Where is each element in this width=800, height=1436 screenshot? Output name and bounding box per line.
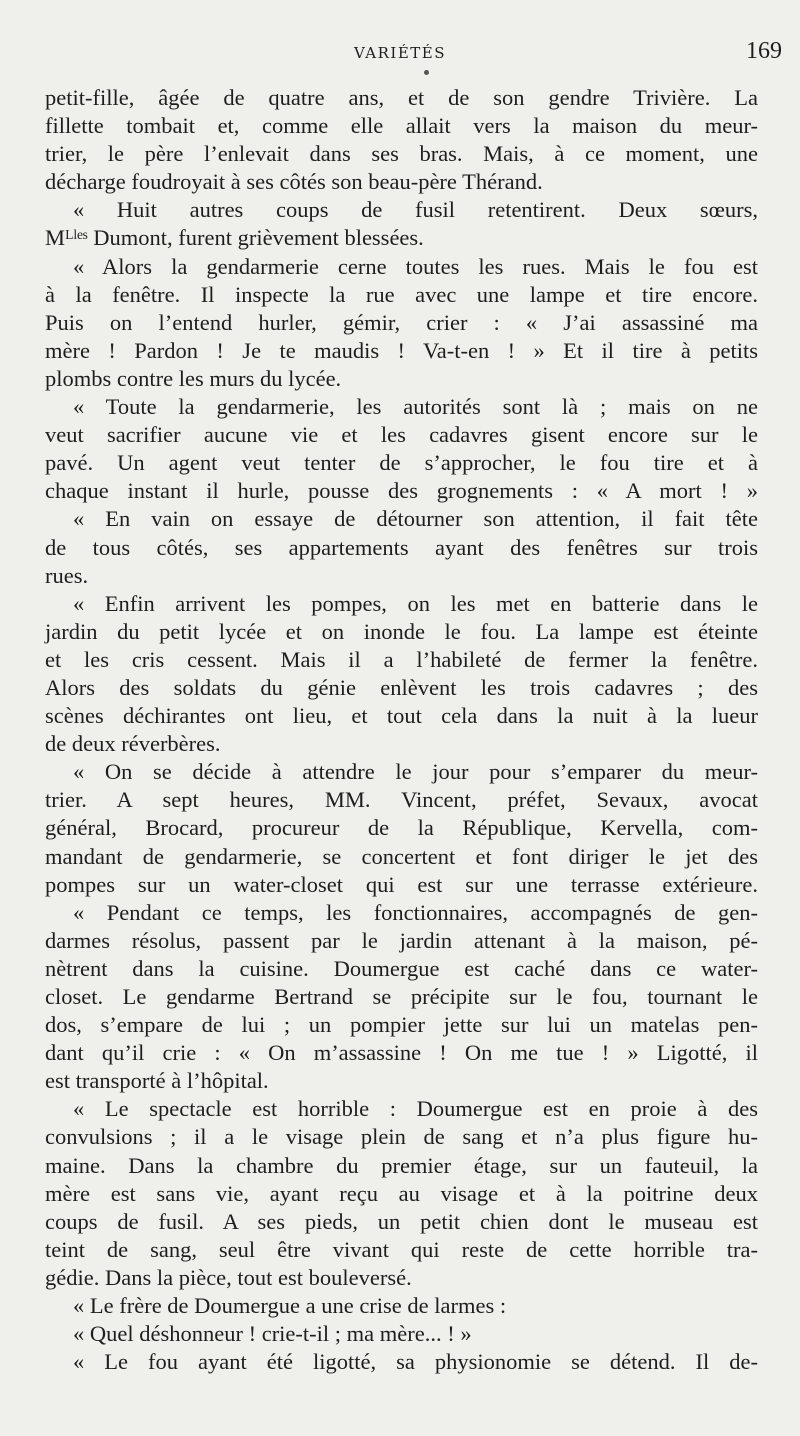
text-line: décharge foudroyait à ses côtés son beau-père Thérand. [45, 169, 543, 195]
text-line: darmes résolus, passent par le jardin attenant à la maison, pé- [45, 927, 758, 953]
text-line: de deux réverbères. [45, 731, 221, 757]
text-line: à la fenêtre. Il inspecte la rue avec une lampe et tire encore. [45, 281, 758, 307]
text-line: teint de sang, seul être vivant qui reste de cette horrible tra- [45, 1236, 758, 1262]
text-line: trier. A sept heures, MM. Vincent, préfet, Sevaux, avocat [45, 787, 758, 813]
text-line: scènes déchirantes ont lieu, et tout cela dans la nuit à la lueur [45, 703, 758, 729]
page-header [0, 36, 800, 76]
text-line: dant qu’il crie : « On m’assassine ! On me tue ! » Ligotté, il [45, 1040, 758, 1066]
text-line: « Le fou ayant été ligotté, sa physionomie se détend. Il de- [73, 1349, 758, 1375]
text-line: « Le spectacle est horrible : Doumergue est en proie à des [73, 1096, 758, 1122]
text-line: convulsions ; il a le visage plein de sang et n’a plus figure hu- [45, 1124, 758, 1150]
text-line: pavé. Un agent veut tenter de s’approcher, le fou tire et à [45, 450, 758, 476]
text-line: mandant de gendarmerie, se concertent et font diriger le jet des [45, 843, 758, 869]
text-line: « On se décide à attendre le jour pour s’emparer du meur- [73, 759, 758, 785]
text-line: Mᴸˡᵉˢ Dumont, furent grièvement blessées. [45, 225, 424, 251]
text-line: est transporté à l’hôpital. [45, 1068, 269, 1094]
text-line: « Enfin arrivent les pompes, on les met en batterie dans le [73, 590, 758, 616]
text-line: mère est sans vie, ayant reçu au visage et à la poitrine deux [45, 1180, 758, 1206]
text-line: « Alors la gendarmerie cerne toutes les rues. Mais le fou est [73, 253, 758, 279]
text-line: maine. Dans la chambre du premier étage, sur un fauteuil, la [45, 1152, 758, 1178]
text-line: rues. [45, 562, 89, 588]
body-text [45, 84, 758, 1376]
text-line: Puis on l’entend hurler, gémir, crier : « J’ai assassiné ma [45, 309, 758, 335]
text-line: « Pendant ce temps, les fonctionnaires, accompagnés de gen- [73, 899, 758, 925]
text-line: fillette tombait et, comme elle allait vers la maison du meur- [45, 113, 758, 139]
text-line: pompes sur un water-closet qui est sur une terrasse extérieure. [45, 871, 758, 897]
page-number: 169 [746, 38, 782, 64]
text-line: veut sacrifier aucune vie et les cadavres gisent encore sur le [45, 422, 758, 448]
text-line: dos, s’empare de lui ; un pompier jette sur lui un matelas pen- [45, 1012, 758, 1038]
ornament-dot [424, 70, 429, 75]
text-line: gédie. Dans la pièce, tout est bouleversé. [45, 1264, 412, 1290]
text-line: de tous côtés, ses appartements ayant des fenêtres sur trois [45, 534, 758, 560]
text-line: plombs contre les murs du lycée. [45, 365, 342, 391]
text-line: « En vain on essaye de détourner son attention, il fait tête [73, 506, 758, 532]
text-line: closet. Le gendarme Bertrand se précipite sur le fou, tournant le [45, 984, 758, 1009]
text-line: mère ! Pardon ! Je te maudis ! Va-t-en ! » Et il tire à petits [45, 337, 758, 363]
text-line: chaque instant il hurle, pousse des grognements : « A mort ! » [45, 478, 758, 504]
text-line: « Huit autres coups de fusil retentirent. Deux sœurs, [73, 197, 758, 223]
text-line: général, Brocard, procureur de la République, Kervella, com- [45, 815, 758, 841]
text-line: jardin du petit lycée et on inonde le fou. La lampe est éteinte [45, 618, 758, 644]
text-line: « Quel déshonneur ! crie-t-il ; ma mère... ! » [73, 1321, 472, 1347]
running-head: VARIÉTÉS [353, 44, 447, 62]
text-line: coups de fusil. A ses pieds, un petit chien dont le museau est [45, 1208, 758, 1234]
text-line: « Toute la gendarmerie, les autorités sont là ; mais on ne [73, 394, 758, 420]
text-line: « Le frère de Doumergue a une crise de larmes : [73, 1293, 507, 1319]
text-line: petit-fille, âgée de quatre ans, et de son gendre Trivière. La [45, 85, 758, 110]
text-line: trier, le père l’enlevait dans ses bras. Mais, à ce moment, une [45, 141, 758, 167]
text-line: et les cris cessent. Mais il a l’habileté de fermer la fenêtre. [45, 646, 758, 672]
text-line: nètrent dans la cuisine. Doumergue est caché dans ce water- [45, 955, 758, 981]
text-line: Alors des soldats du génie enlèvent les trois cadavres ; des [45, 674, 758, 700]
